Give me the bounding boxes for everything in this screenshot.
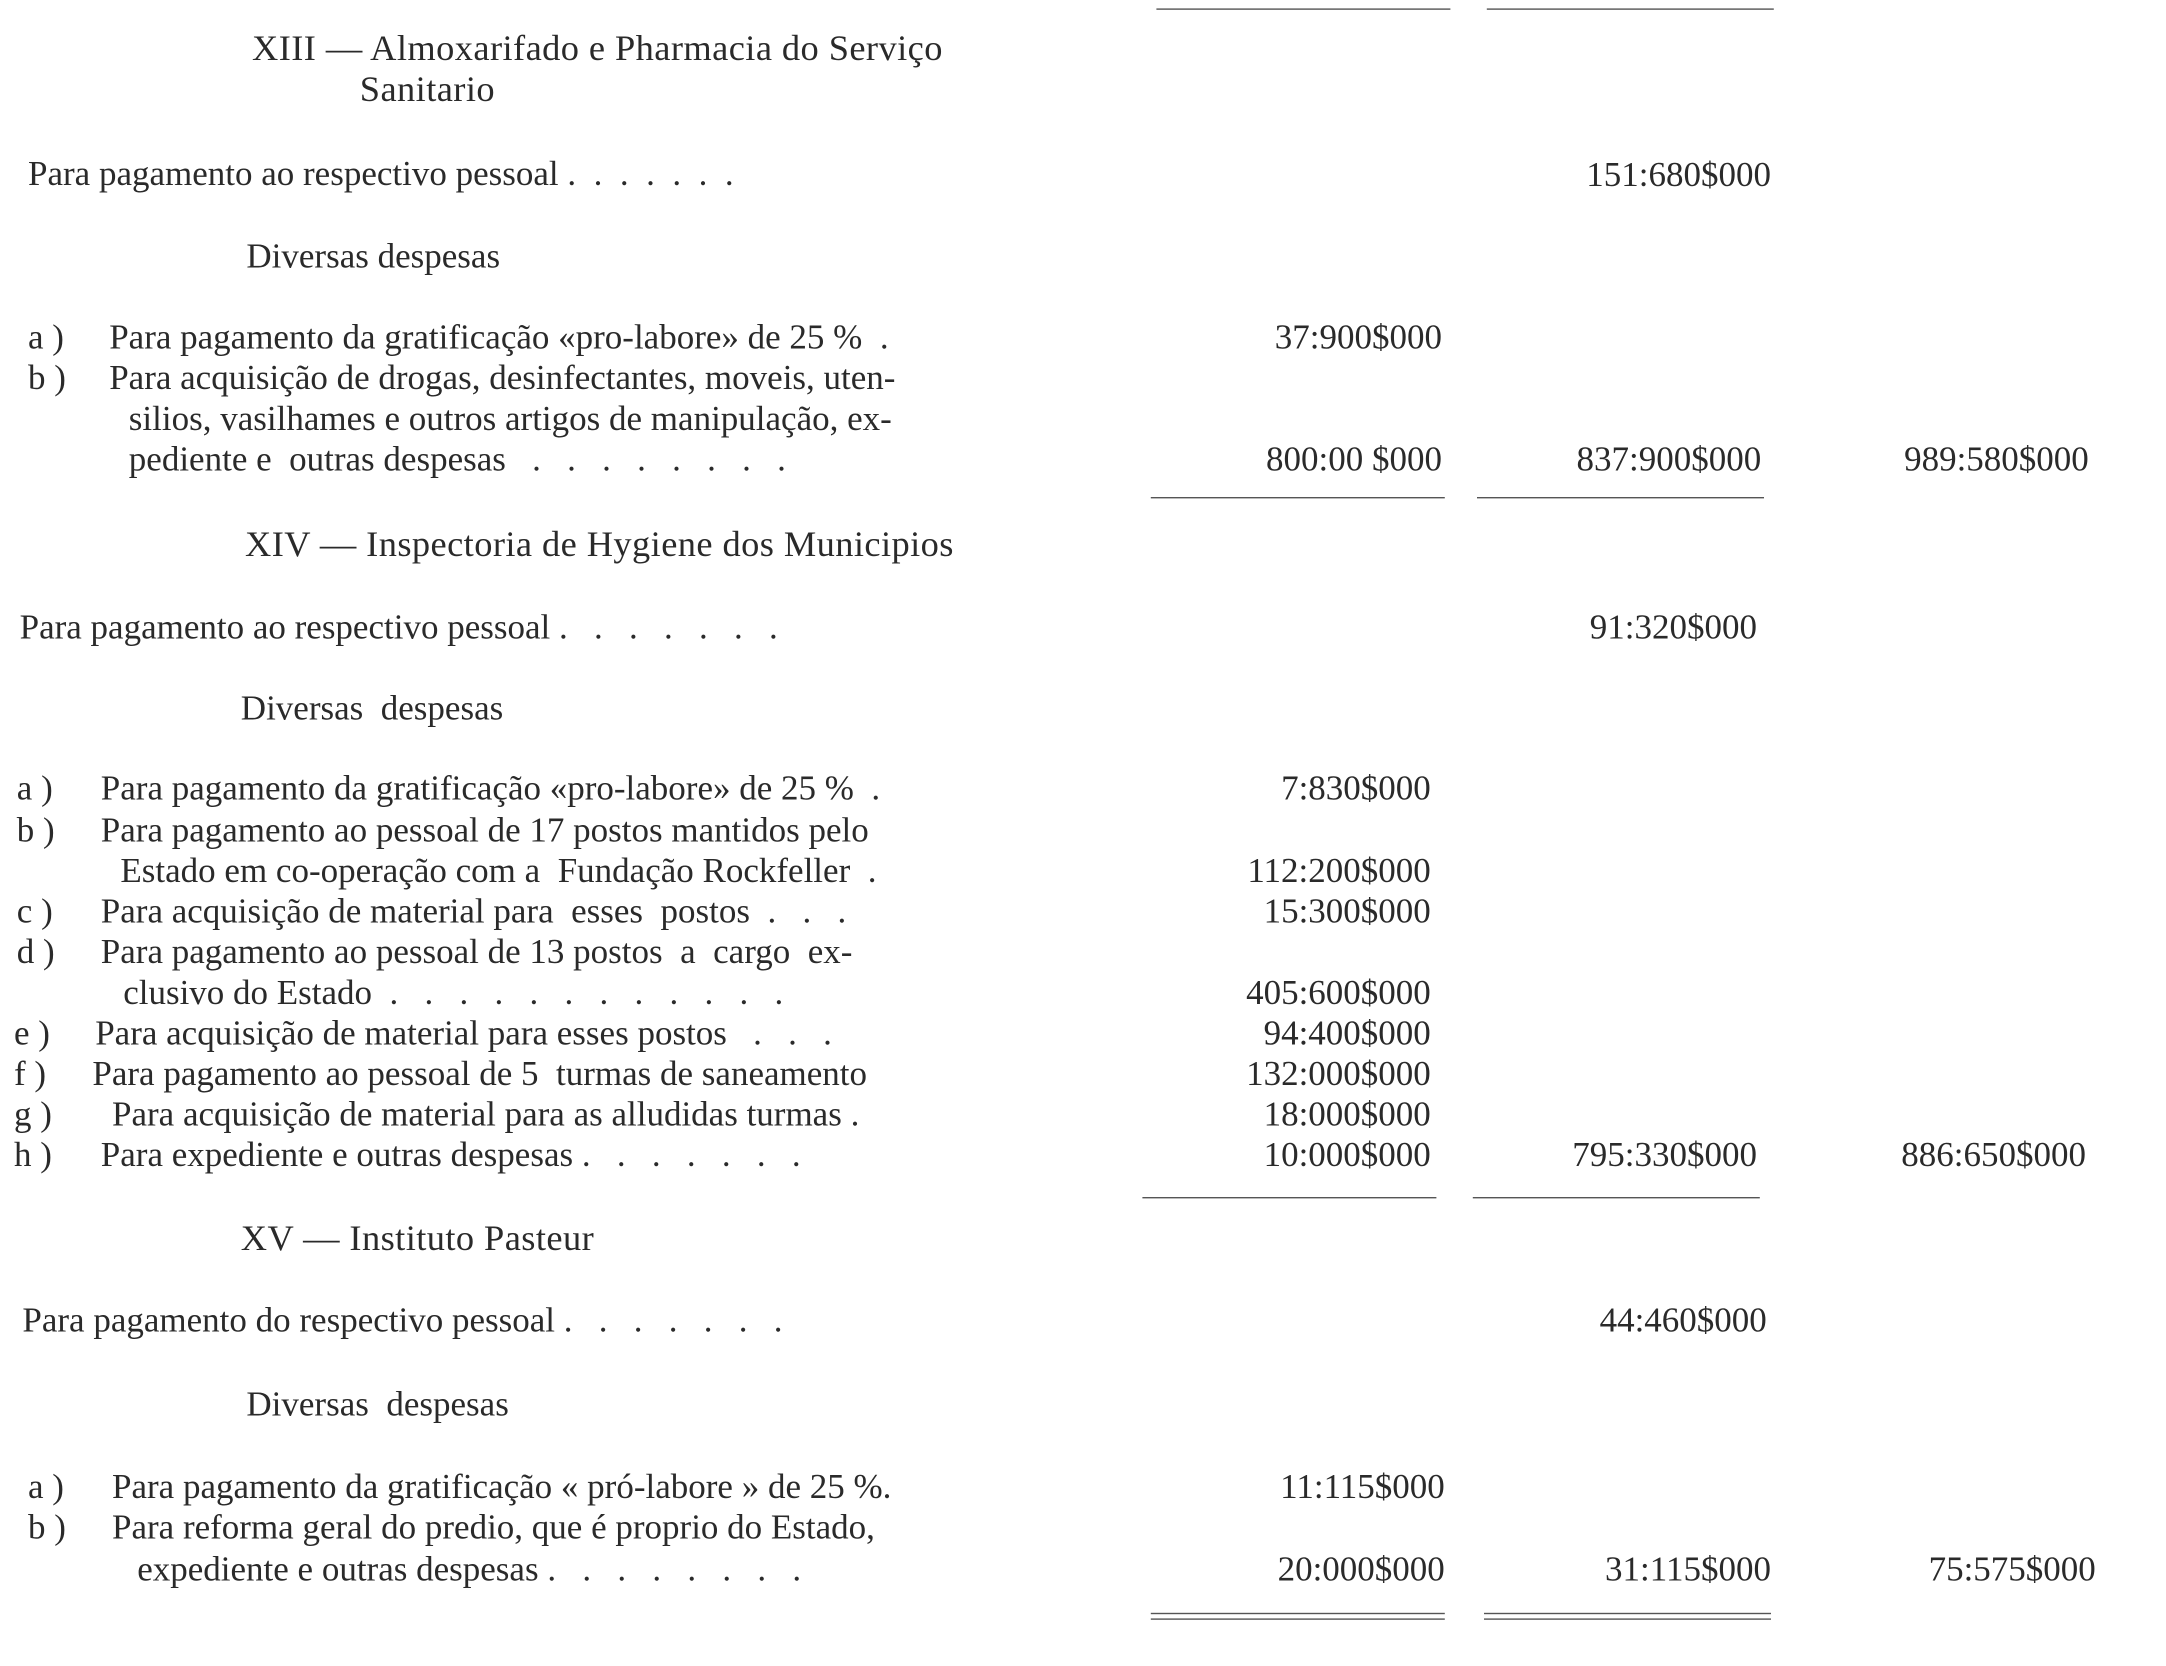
total-value: 886:650$000	[1901, 1136, 2086, 1175]
subheading: Diversas despesas	[246, 1386, 509, 1424]
item-text: Para reforma geral do predio, que é proprio do Estado,	[112, 1509, 875, 1547]
item-text: Para pagamento ao pessoal de 17 postos mantidos pelo	[100, 812, 869, 850]
subtotal-value: 795:330$000	[1572, 1136, 1757, 1175]
rule	[1473, 1197, 1760, 1198]
item-text: Para acquisição de material para as alludidas turmas .	[112, 1096, 860, 1134]
personnel-label: Para pagamento ao respectivo pessoal . . . . . . .	[28, 155, 734, 194]
item-text: Para acquisição de drogas, desinfectantes, moveis, uten-	[109, 359, 896, 398]
item-text: pediente e outras despesas . . . . . . . .	[128, 441, 786, 479]
item-letter: h )	[14, 1136, 52, 1175]
item-letter: b )	[28, 1509, 66, 1547]
section-title: XIV — Inspectoria de Hygiene dos Municipios	[245, 523, 954, 565]
item-value: 132:000$000	[1246, 1055, 1431, 1094]
rule	[1156, 8, 1450, 9]
item-value: 800:00 $000	[1266, 441, 1442, 479]
item-value: 20:000$000	[1277, 1551, 1445, 1589]
item-value: 7:830$000	[1281, 770, 1431, 808]
rule	[1142, 1197, 1436, 1198]
item-text: Para acquisição de material para esses postos . . .	[95, 1015, 832, 1053]
item-letter: b )	[28, 359, 66, 398]
item-value: 18:000$000	[1263, 1096, 1431, 1134]
subheading: Diversas despesas	[240, 690, 504, 728]
personnel-value: 151:680$000	[1586, 156, 1771, 195]
item-text: expediente e outras despesas . . . . . . . .	[137, 1551, 802, 1589]
item-text: Para pagamento ao pessoal de 5 turmas de saneamento	[92, 1055, 868, 1094]
rule	[1487, 8, 1774, 9]
subtotal-value: 31:115$000	[1605, 1551, 1771, 1589]
section-title: XV — Instituto Pasteur	[240, 1218, 595, 1259]
double-rule	[1484, 1613, 1771, 1620]
item-text: Para expediente e outras despesas . . . . . . .	[100, 1136, 801, 1175]
item-text: clusivo do Estado . . . . . . . . . . . .	[123, 974, 784, 1013]
item-letter: d )	[16, 933, 55, 972]
item-value: 112:200$000	[1247, 852, 1431, 891]
personnel-value: 44:460$000	[1599, 1302, 1767, 1340]
subtotal-value: 837:900$000	[1576, 441, 1762, 479]
total-value: 989:580$000	[1904, 441, 2089, 479]
item-letter: a )	[28, 1468, 64, 1507]
item-letter: b )	[16, 812, 55, 850]
section-title: XIII — Almoxarifado e Pharmacia do Serviço	[252, 28, 943, 69]
item-value: 405:600$000	[1246, 974, 1431, 1013]
item-text: Para pagamento da gratificação « pró-labore » de 25 %.	[112, 1468, 892, 1507]
item-text: Estado em co-operação com a Fundação Rockfeller .	[120, 852, 877, 891]
item-text: Para pagamento da gratificação «pro-labore» de 25 % .	[100, 770, 881, 808]
item-letter: f )	[14, 1055, 47, 1094]
personnel-label: Para pagamento do respectivo pessoal . . . . . . .	[22, 1302, 783, 1340]
total-value: 75:575$000	[1928, 1551, 2096, 1589]
item-letter: a )	[28, 319, 64, 357]
item-value: 37:900$000	[1274, 319, 1442, 357]
personnel-value: 91:320$000	[1589, 609, 1757, 647]
rule	[1151, 497, 1445, 498]
item-letter: g )	[14, 1096, 52, 1134]
double-rule	[1151, 1613, 1445, 1620]
item-value: 94:400$000	[1263, 1015, 1431, 1053]
rule	[1477, 497, 1764, 498]
item-value: 11:115$000	[1280, 1468, 1445, 1507]
item-text: Para pagamento ao pessoal de 13 postos a cargo ex-	[100, 933, 853, 972]
item-letter: e )	[14, 1015, 50, 1053]
item-letter: a )	[16, 770, 53, 808]
item-text: Para acquisição de material para esses postos . . .	[100, 893, 847, 931]
item-value: 10:000$000	[1263, 1136, 1431, 1175]
item-text: silios, vasilhames e outros artigos de manipulação, ex-	[128, 400, 892, 439]
subheading: Diversas despesas	[246, 238, 501, 276]
personnel-label: Para pagamento ao respectivo pessoal . . . . . . .	[19, 609, 778, 647]
item-value: 15:300$000	[1263, 893, 1431, 931]
item-letter: c )	[16, 893, 53, 931]
section-title-cont: Sanitario	[359, 68, 496, 110]
item-text: Para pagamento da gratificação «pro-labore» de 25 % .	[109, 319, 889, 357]
